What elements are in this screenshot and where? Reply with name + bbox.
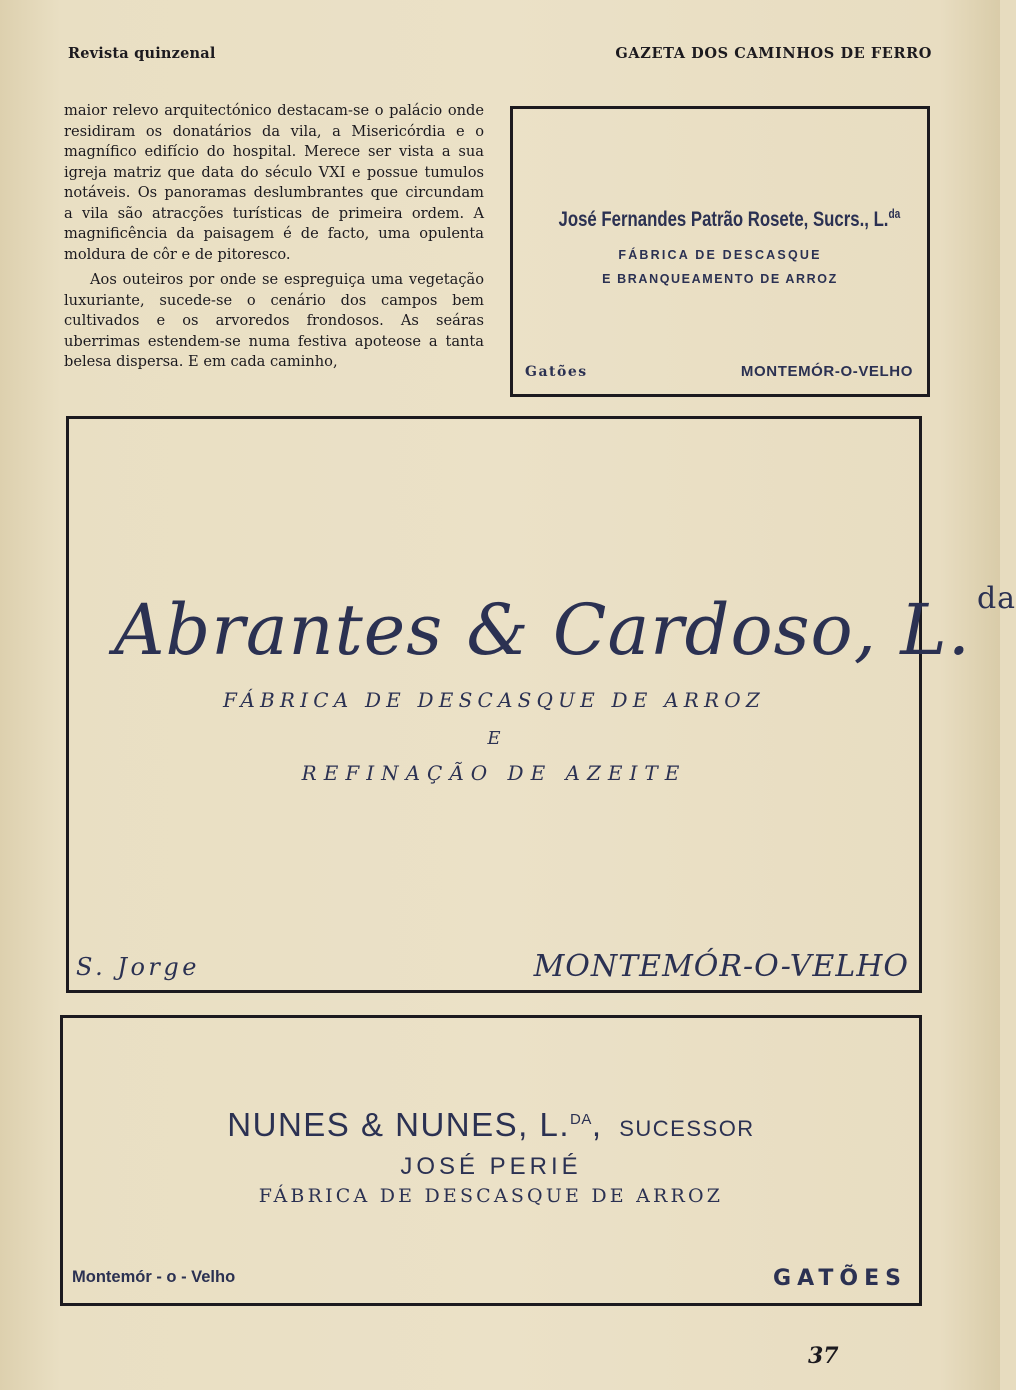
ad-rosete-line1: FÁBRICA DE DESCASQUE: [618, 248, 822, 262]
ad-abrantes-line3: REFINAÇÃO DE AZEITE: [301, 761, 687, 785]
ad-rosete: [510, 106, 930, 397]
article-column: [64, 101, 484, 373]
header-right: GAZETA DOS CAMINHOS DE FERRO: [615, 45, 932, 62]
ad-nunes-line1: FÁBRICA DE DESCASQUE DE ARROZ: [258, 1185, 724, 1207]
ad-rosete-place-right: MONTEMÓR-O-VELHO: [740, 363, 913, 380]
ad-nunes: [60, 1015, 922, 1306]
page-number: 37: [808, 1343, 839, 1369]
ad-abrantes-name: Abrantes & Cardoso, L. $^{da}$: [114, 581, 1016, 671]
ad-rosete-name: José Fernandes Patrão Rosete, Sucrs., L.$^{da}$: [558, 206, 901, 232]
ad-nunes-place-left: Montemór - o - Velho: [72, 1268, 236, 1286]
ad-abrantes-place-left: S. Jorge: [76, 953, 200, 981]
ad-abrantes-line2: E: [487, 728, 501, 749]
ad-rosete-line2: E BRANQUEAMENTO DE ARROZ: [602, 272, 838, 286]
ad-rosete-place-left: Gatões: [525, 364, 588, 380]
header-left: Revista quinzenal: [68, 45, 216, 62]
ad-nunes-place-right: GATÕES: [773, 1266, 907, 1291]
article-paragraph-1: maior relevo arquitectónico destacam-se o palácio onde residiram os donatários da vila, a Misericórdia e o magnífico edifício do hospital. Merece ser vista a sua igreja matriz que data do século VXI e possue tumulos notáveis. Os panoramas deslumbrantes que circundam a vila são atracções turísticas de primeira ordem. A magnificência da paisagem é de facto, uma opulenta moldura de côr e de pitoresco.: [64, 102, 484, 263]
ad-nunes-owner: JOSÉ PERIÉ: [400, 1153, 582, 1180]
ad-nunes-name: NUNES & NUNES, L.$^{DA}$, SUCESSOR: [227, 1106, 755, 1143]
ad-abrantes: [66, 416, 1016, 993]
article-paragraph-2: Aos outeiros por onde se espreguiça uma vegetação luxuriante, sucede-se o cenário dos campos bem cultivados e os arvoredos frondosos. As seáras uberrimas estendem-se numa festiva apoteose a tanta belesa dispersa. E em cada caminho,: [64, 271, 484, 370]
ad-abrantes-line1: FÁBRICA DE DESCASQUE DE ARROZ: [223, 688, 765, 712]
ad-abrantes-place-right: MONTEMÓR-O-VELHO: [533, 949, 909, 984]
